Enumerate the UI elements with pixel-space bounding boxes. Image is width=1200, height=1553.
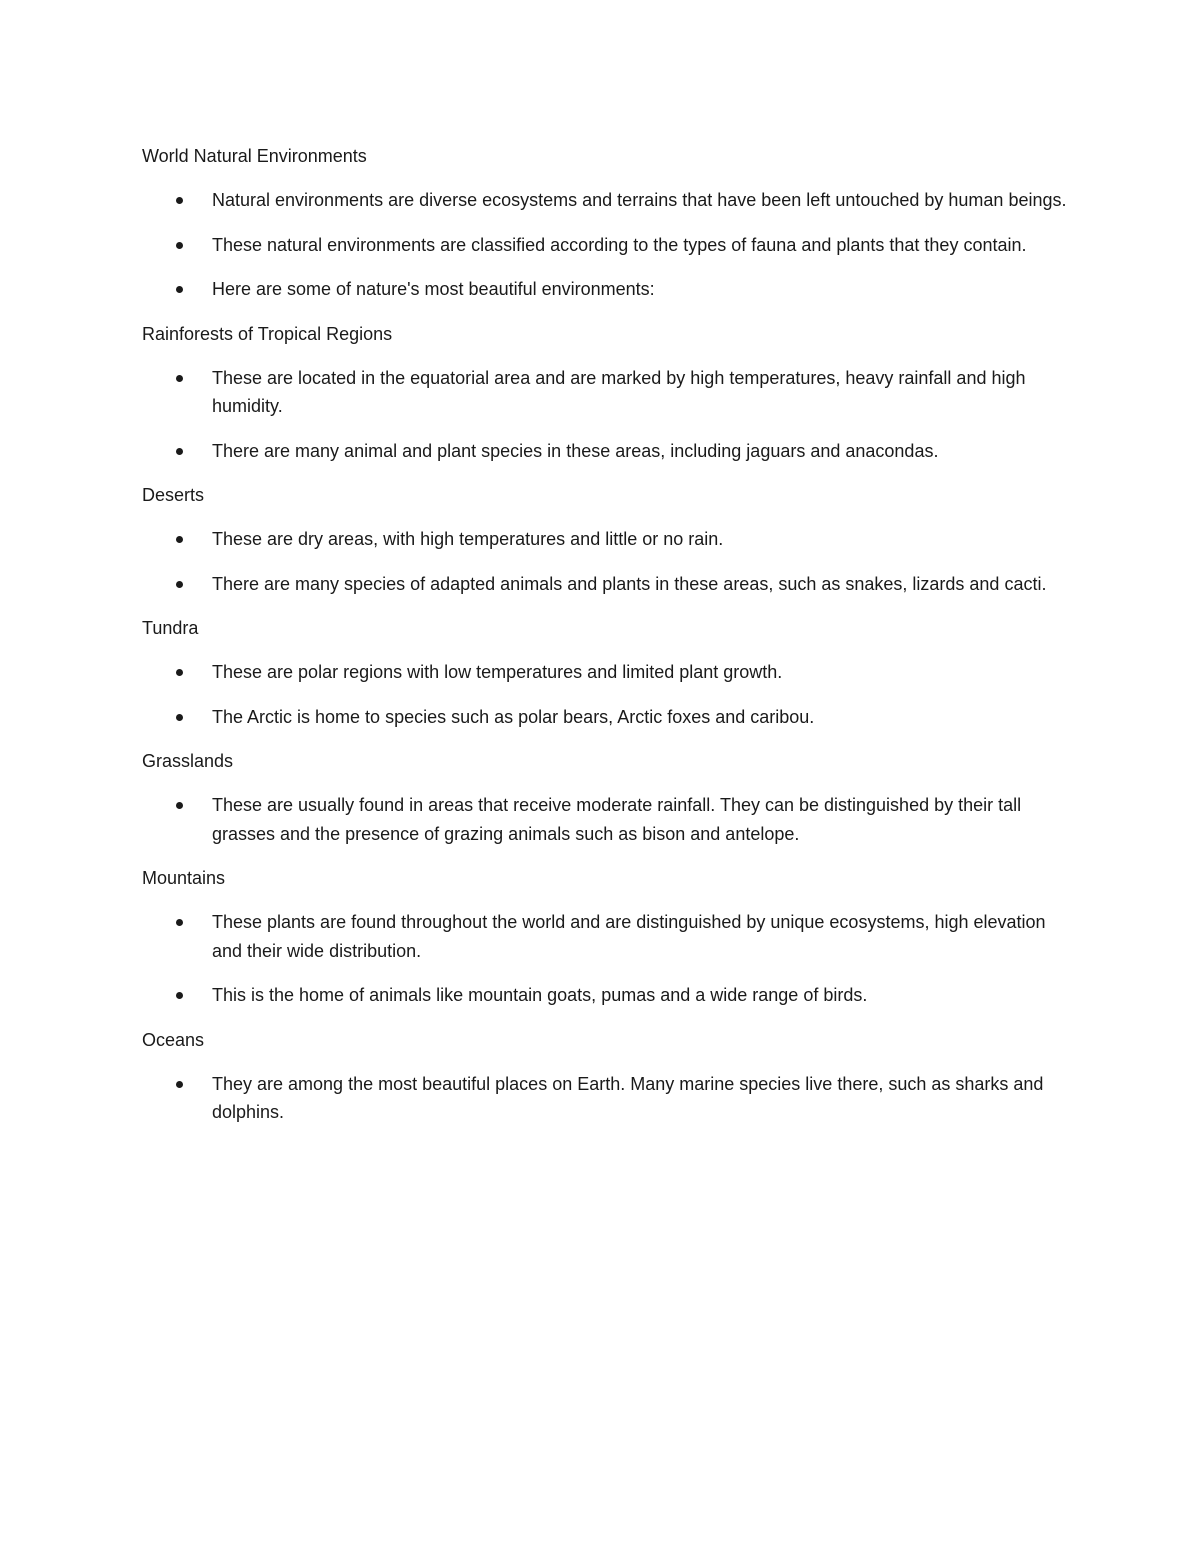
- section-heading: World Natural Environments: [142, 146, 367, 166]
- section-heading: Rainforests of Tropical Regions: [142, 323, 393, 344]
- section-rainforests: [142, 320, 1072, 466]
- list-item: [142, 364, 1072, 421]
- bullet-icon: [176, 1081, 183, 1088]
- section-heading: Oceans: [142, 1029, 205, 1050]
- bullet-icon: [176, 536, 183, 543]
- bullet-icon: [176, 286, 183, 293]
- list-item: [142, 437, 1072, 466]
- list-item: [142, 981, 1072, 1010]
- list-item-text: There are many species of adapted animals and plants in these areas, such as snakes, lizards and cacti.: [212, 573, 1047, 594]
- list-item: [142, 525, 1072, 554]
- list-item-text: These plants are found throughout the world and are distinguished by unique ecosystems, high elevation and their wide distribution.: [212, 912, 1046, 961]
- bullet-icon: [176, 242, 183, 249]
- bullet-list: [142, 791, 1072, 848]
- list-item: [142, 703, 1072, 732]
- bullet-list: [142, 1070, 1072, 1127]
- section-world-natural-environments: [142, 142, 1072, 304]
- bullet-icon: [176, 992, 183, 999]
- bullet-icon: [176, 714, 183, 721]
- bullet-icon: [176, 669, 183, 676]
- bullet-list: [142, 364, 1072, 466]
- section-heading: Tundra: [142, 618, 199, 638]
- bullet-icon: [176, 802, 183, 809]
- list-item: [142, 275, 1072, 304]
- list-item-text: They are among the most beautiful places on Earth. Many marine species live there, such as sharks and dolphins.: [212, 1073, 1044, 1122]
- bullet-icon: [176, 581, 183, 588]
- list-item-text: These are dry areas, with high temperatures and little or no rain.: [212, 529, 724, 549]
- list-item: [142, 186, 1072, 215]
- bullet-list: [142, 186, 1072, 304]
- bullet-icon: [176, 919, 183, 926]
- list-item: [142, 908, 1072, 965]
- section-heading: Mountains: [142, 868, 226, 888]
- list-item: [142, 231, 1072, 260]
- bullet-list: [142, 658, 1072, 731]
- bullet-list: [142, 525, 1072, 598]
- section-heading: Grasslands: [142, 751, 234, 771]
- section-grasslands: [142, 747, 1072, 848]
- list-item-text: These natural environments are classified according to the types of fauna and plants that they contain.: [212, 234, 1027, 255]
- section-tundra: [142, 614, 1072, 731]
- document-page: [142, 142, 1072, 1143]
- section-mountains: [142, 864, 1072, 1010]
- list-item: [142, 1070, 1072, 1127]
- list-item-text: The Arctic is home to species such as polar bears, Arctic foxes and caribou.: [212, 706, 815, 727]
- list-item-text: This is the home of animals like mountain goats, pumas and a wide range of birds.: [212, 985, 868, 1005]
- bullet-icon: [176, 375, 183, 382]
- list-item-text: Natural environments are diverse ecosystems and terrains that have been left untouched by human beings.: [212, 190, 1067, 210]
- list-item-text: There are many animal and plant species in these areas, including jaguars and anacondas.: [212, 440, 939, 461]
- list-item: [142, 791, 1072, 848]
- section-heading: Deserts: [142, 485, 205, 505]
- list-item-text: Here are some of nature's most beautiful environments:: [212, 279, 655, 299]
- bullet-icon: [176, 197, 183, 204]
- bullet-icon: [176, 448, 183, 455]
- section-deserts: [142, 481, 1072, 598]
- section-oceans: [142, 1026, 1072, 1127]
- list-item: [142, 658, 1072, 687]
- list-item-text: These are usually found in areas that receive moderate rainfall. They can be distinguished by their tall grasses and the presence of grazing animals such as bison and antelope.: [212, 795, 1022, 844]
- list-item-text: These are polar regions with low temperatures and limited plant growth.: [212, 662, 783, 682]
- bullet-list: [142, 908, 1072, 1010]
- list-item-text: These are located in the equatorial area and are marked by high temperatures, heavy rainfall and high humidity.: [212, 367, 1026, 416]
- list-item: [142, 570, 1072, 599]
